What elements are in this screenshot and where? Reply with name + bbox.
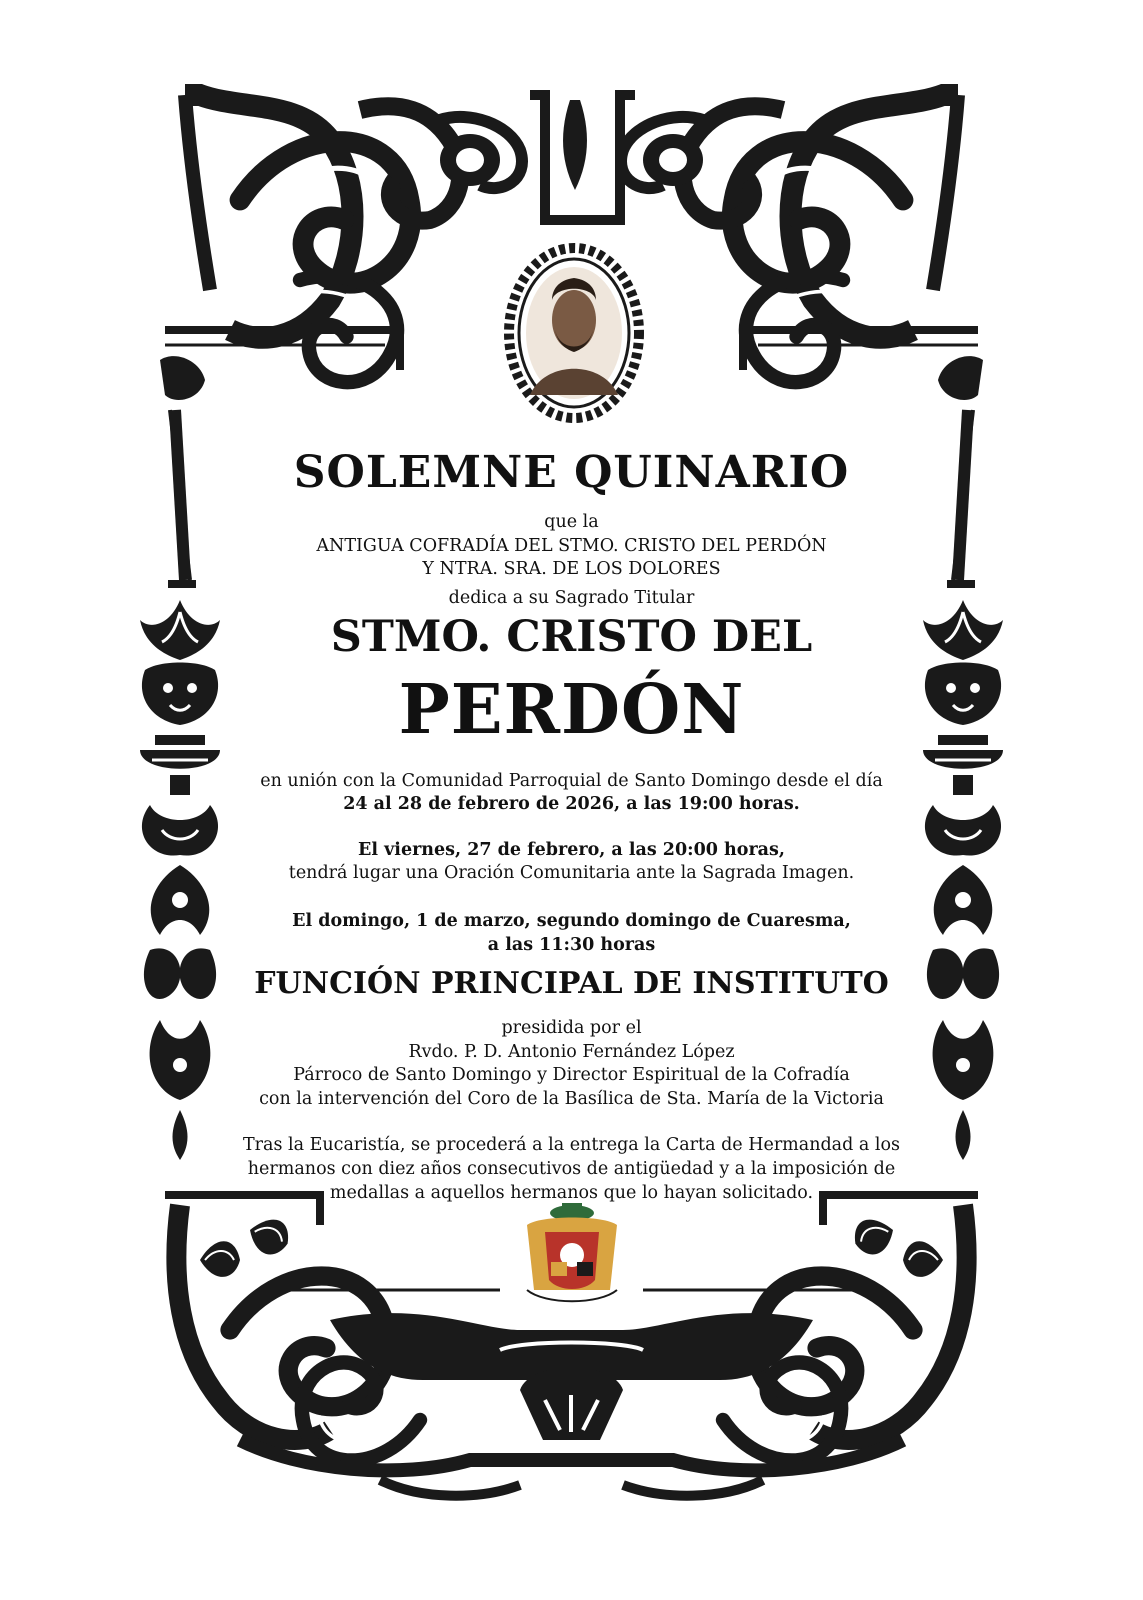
celebrante-name: Rvdo. P. D. Antonio Fernández López — [408, 1042, 735, 1062]
titular-line1: STMO. CRISTO DEL — [330, 612, 813, 662]
funcion-title: FUNCIÓN PRINCIPAL DE INSTITUTO — [254, 966, 889, 1001]
quinario-dates: 24 al 28 de febrero de 2026, a las 19:00 horas. — [343, 794, 800, 814]
presidida-line: presidida por el — [501, 1018, 642, 1038]
dedica-line: dedica a su Sagrado Titular — [448, 588, 695, 608]
tras-line3: medallas a aquellos hermanos que lo hayan solicitado. — [329, 1183, 814, 1203]
christ-medallion — [509, 248, 639, 418]
union-line: en unión con la Comunidad Parroquial de Santo Domingo desde el día — [260, 771, 883, 791]
titular-line2: PERDÓN — [398, 670, 745, 750]
tras-line2: hermanos con diez años consecutivos de antigüedad y a la imposición de — [247, 1159, 896, 1179]
oracion-line: tendrá lugar una Oración Comunitaria ante la Sagrada Imagen. — [288, 863, 855, 883]
event-heading: SOLEMNE QUINARIO — [293, 447, 850, 498]
viernes-line: El viernes, 27 de febrero, a las 20:00 horas, — [358, 840, 785, 860]
domingo-line: El domingo, 1 de marzo, segundo domingo de Cuaresma, — [292, 911, 851, 931]
celebrante-cargo: Párroco de Santo Domingo y Director Espiritual de la Cofradía — [293, 1065, 850, 1085]
cofradia-crest — [527, 1203, 617, 1301]
cofradia-name-line2: Y NTRA. SRA. DE LOS DOLORES — [422, 559, 721, 579]
cofradia-name-line1: ANTIGUA COFRADÍA DEL STMO. CRISTO DEL PERDÓN — [316, 536, 827, 556]
coro-line: con la intervención del Coro de la Basílica de Sta. María de la Victoria — [259, 1089, 884, 1109]
tras-line1: Tras la Eucaristía, se procederá a la entrega la Carta de Hermandad a los — [243, 1135, 900, 1155]
domingo-hora: a las 11:30 horas — [487, 935, 656, 955]
intro-que-la: que la — [544, 512, 599, 532]
